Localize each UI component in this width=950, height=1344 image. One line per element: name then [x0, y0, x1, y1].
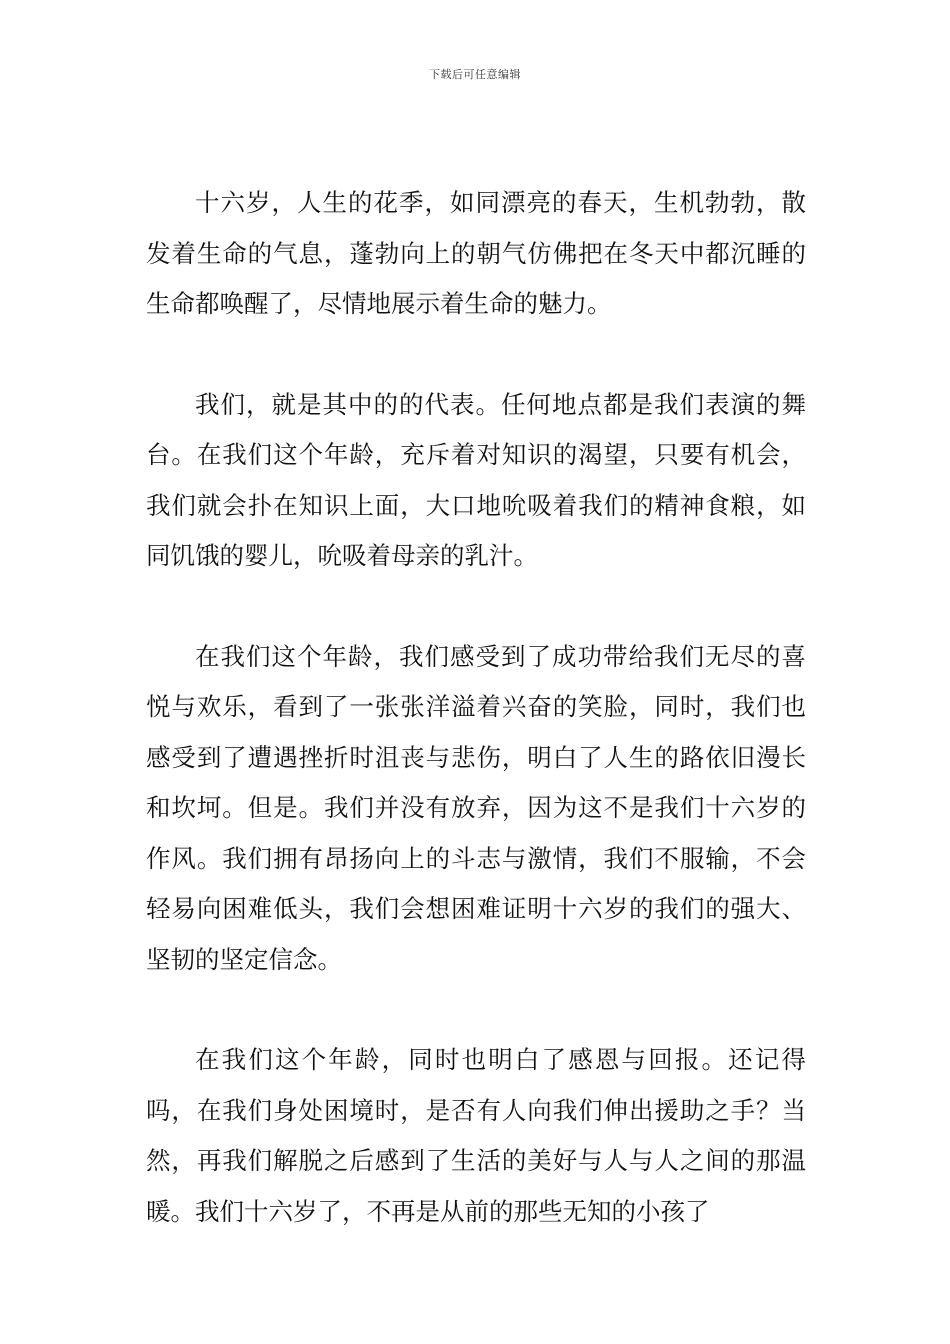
paragraph-2: 我们，就是其中的的代表。任何地点都是我们表演的舞台。在我们这个年龄，充斥着对知识的渴望，只要有机会，我们就会扑在知识上面，大口地吮吸着我们的精神食粮，如同饥饿的婴儿，吮吸着母亲的乳汁。 — [146, 389, 806, 570]
document-body — [146, 178, 806, 1237]
paragraph-4: 在我们这个年龄，同时也明白了感恩与回报。还记得吗，在我们身处困境时，是否有人向我们伸出援助之手？当然，再我们解脱之后感到了生活的美好与人与人之间的那温暖。我们十六岁了，不再是从前的那些无知的小孩了 — [146, 1045, 806, 1226]
paragraph-3: 在我们这个年龄，我们感受到了成功带给我们无尽的喜悦与欢乐，看到了一张张洋溢着兴奋的笑脸，同时，我们也感受到了遭遇挫折时沮丧与悲伤，明白了人生的路依旧漫长和坎坷。但是。我们并没有放弃，因为这不是我们十六岁的作风。我们拥有昂扬向上的斗志与激情，我们不服输，不会轻易向困难低头，我们会想困难证明十六岁的我们的强大、坚韧的坚定信念。 — [146, 641, 806, 974]
page-header: 下载后可任意编辑 — [429, 68, 521, 81]
paragraph-1: 十六岁，人生的花季，如同漂亮的春天，生机勃勃，散发着生命的气息，蓬勃向上的朝气仿佛把在冬天中都沉睡的生命都唤醒了，尽情地展示着生命的魅力。 — [146, 188, 806, 318]
